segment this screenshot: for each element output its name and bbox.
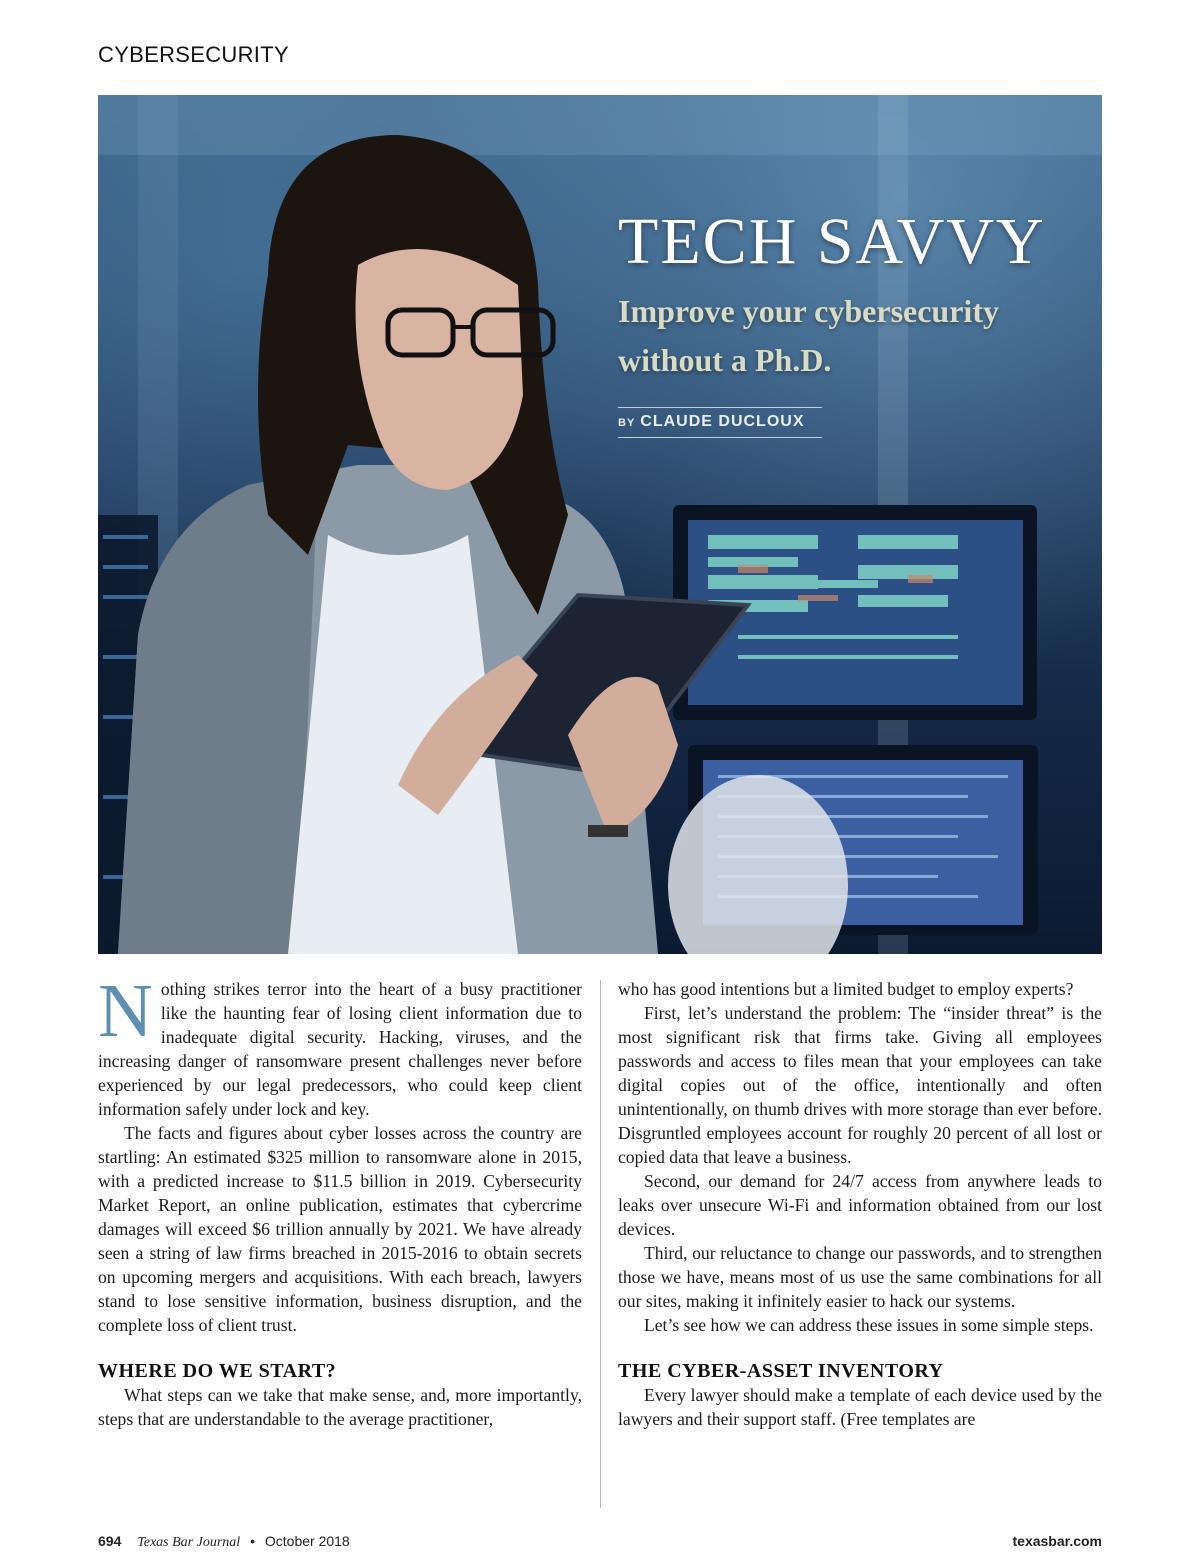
paragraph: Let’s see how we can address these issues in some simple steps. (644, 1315, 1094, 1335)
dropcap: N (98, 969, 153, 1053)
section-heading: WHERE DO WE START? (98, 1360, 337, 1382)
hero-image (98, 95, 1102, 954)
section-label: CYBERSECURITY (98, 42, 289, 67)
article-subtitle (618, 287, 1078, 385)
issue-date: October 2018 (264, 1533, 350, 1549)
page-footer (98, 1533, 1102, 1553)
article-column-left (98, 969, 582, 1431)
journal-name: Texas Bar Journal (137, 1535, 241, 1550)
website-link[interactable]: texasbar.com (1012, 1533, 1102, 1549)
byline-author: CLAUDE DUCLOUX (640, 413, 805, 430)
column-divider (600, 980, 601, 1508)
paragraph-text: othing strikes terror into the heart of a busy practitioner like the haunting fear of losing client information due to inadequate digital security. Hacking, viruses, and the increasing danger of ransomware present challenges never before experienced by our legal predecessors, who could keep client information safely under lock and key. (98, 979, 582, 1119)
footer-bullet: • (250, 1533, 255, 1549)
byline-prefix: BY (618, 417, 636, 429)
subtitle-line-1: Improve your cybersecurity (618, 293, 999, 329)
article-column-right (618, 977, 1102, 1431)
paragraph: Every lawyer should make a template of each device used by the lawyers and their support staff. (Free templates are (618, 1385, 1102, 1429)
paragraph: First, let’s understand the problem: The “insider threat” is the most significant risk that firms take. Giving all employees passwords and access to files mean that your employees can take digital copies out of the office, intentionally and often unintentionally, on thumb drives with more storage than ever before. Disgruntled employees account for roughly 20 percent of all lost or copied data that leave a business. (618, 1003, 1102, 1167)
page-number: 694 (98, 1533, 122, 1549)
title-block (618, 207, 1078, 438)
subtitle-line-2: without a Ph.D. (618, 342, 832, 378)
paragraph: who has good intentions but a limited budget to employ experts? (618, 979, 1074, 999)
paragraph: Second, our demand for 24/7 access from anywhere leads to leaks over unsecure Wi-Fi and information obtained from our lost devices. (618, 1171, 1102, 1239)
article-title: TECH SAVVY (618, 205, 1046, 278)
paragraph (98, 969, 582, 1121)
byline (618, 407, 822, 438)
section-heading: THE CYBER-ASSET INVENTORY (618, 1360, 944, 1382)
paragraph: What steps can we take that make sense, and, more importantly, steps that are understandable to the average practitioner, (98, 1385, 582, 1429)
paragraph: Third, our reluctance to change our passwords, and to strengthen those we have, means most of us use the same combinations for all our sites, making it infinitely easier to hack our systems. (618, 1243, 1102, 1311)
paragraph: The facts and figures about cyber losses across the country are startling: An estimated $325 million to ransomware alone in 2015, with a predicted increase to $11.5 billion in 2019. Cybersecurity Market Report, an online publication, estimates that cybercrime damages will exceed $6 trillion annually by 2021. We have already seen a string of law firms breached in 2015-2016 to obtain secrets on upcoming mergers and acquisitions. With each breach, lawyers stand to lose sensitive information, business disruption, and the complete loss of client trust. (98, 1123, 582, 1335)
